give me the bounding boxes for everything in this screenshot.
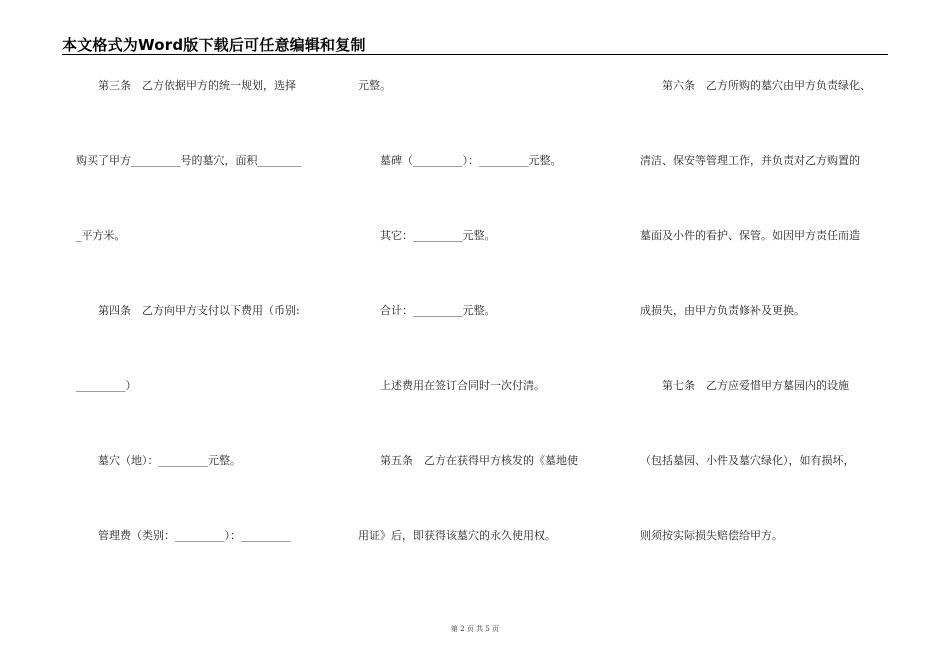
document-header-title: 本文格式为Word版下载后可任意编辑和复制	[62, 36, 366, 54]
text-line: 墓面及小件的看护、保管。如因甲方责任而造	[640, 229, 860, 242]
text-line: 清洁、保安等管理工作，并负责对乙方购置的	[640, 154, 860, 167]
text-line: _平方米。	[76, 229, 126, 242]
text-line: 第七条 乙方应爱惜甲方墓园内的设施	[640, 379, 849, 392]
header-divider	[62, 54, 888, 55]
text-line: 购买了甲方_________号的墓穴，面积________	[76, 154, 302, 167]
text-line: 墓穴（地）：_________元整。	[76, 454, 241, 467]
text-line: 第四条 乙方向甲方支付以下费用（币别:	[76, 304, 300, 317]
text-line: （包括墓园、小件及墓穴绿化），如有损坏，	[640, 454, 855, 467]
text-line: 上述费用在签订合同时一次付清。	[358, 379, 545, 392]
text-line: 元整。	[358, 79, 391, 92]
text-line: 第五条 乙方在获得甲方核发的《墓地使	[358, 454, 578, 467]
text-line: 第六条 乙方所购的墓穴由甲方负责绿化、	[640, 79, 871, 92]
text-line: 则须按实际损失赔偿给甲方。	[640, 529, 783, 542]
text-line: 墓碑（_________）：_________元整。	[358, 154, 562, 167]
text-line: 合计：_________元整。	[358, 304, 496, 317]
text-line: 第三条 乙方依据甲方的统一规划，选择	[76, 79, 296, 92]
text-line: 成损失，由甲方负责修补及更换。	[640, 304, 805, 317]
text-line: _________）	[76, 379, 137, 392]
page-number: 第 2 页 共 5 页	[450, 625, 500, 633]
text-line: 其它：_________元整。	[358, 229, 496, 242]
text-line: 用证》后，即获得该墓穴的永久使用权。	[358, 529, 556, 542]
text-line: 管理费（类别：_________）：_________	[76, 529, 291, 542]
